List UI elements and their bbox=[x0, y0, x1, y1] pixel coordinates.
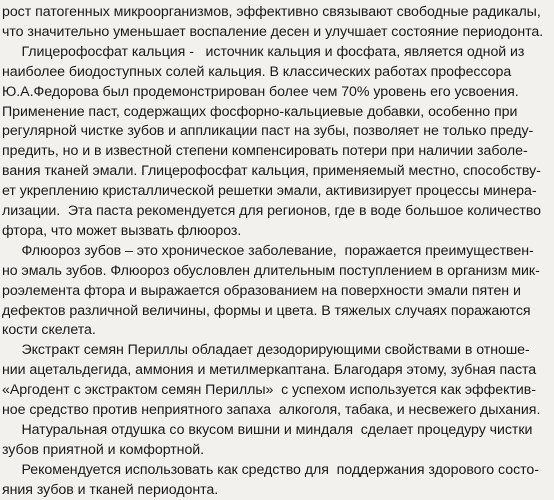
text-line: регулярной чистке зубов и аппликации паст на зубы, позволяет не только преду- bbox=[2, 123, 534, 140]
text-line: яния зубов и тканей периодонта. bbox=[2, 481, 219, 498]
text-line: Применение паст, содержащих фосфорно-кальциевые добавки, особенно при bbox=[2, 103, 518, 120]
text-line: Флюороз зубов – это хроническое заболевание, поражается преимуществен- bbox=[2, 242, 534, 259]
text-line: лизации. Эта паста рекомендуется для регионов, где в воде большое количество bbox=[2, 203, 542, 219]
text-line: Ю.А.Федорова был продемонстрирован более чем 70% уровень его усвоения. bbox=[2, 83, 519, 100]
text-line: рост патогенных микроорганизмов, эффективно связывают свободные радикалы, bbox=[2, 4, 541, 20]
text-line: зубов приятной и комфортной. bbox=[2, 441, 205, 458]
text-line: кости скелета. bbox=[2, 322, 96, 339]
text-line: что значительно уменьшает воспаление десен и улучшает состояние периодонта. bbox=[2, 23, 544, 40]
text-line: Глицерофосфат кальция - источник кальция и фосфата, является одной из bbox=[2, 43, 525, 60]
text-line: фтора, что может вызвать флюороз. bbox=[2, 222, 242, 239]
text-line: вания тканей эмали. Глицерофосфат кальция, применяемый местно, способству- bbox=[2, 163, 541, 180]
text-line: «Аргодент с экстрактом семян Периллы» с успехом используется как эффектив- bbox=[2, 382, 536, 399]
text-line: ное средство против неприятного запаха алкоголя, табака, и несвежего дыхания. bbox=[2, 402, 541, 418]
text-line: но эмаль зубов. Флюороз обусловлен длительным поступлением в организм мик- bbox=[2, 262, 540, 279]
text-line: Экстракт семян Периллы обладает дезодорирующими свойствами в отноше- bbox=[2, 342, 530, 359]
text-line: роэлемента фтора и выражается образованием на поверхности эмали пятен и bbox=[2, 282, 521, 299]
text-line: предить, но и в известной степени компенсировать потери при наличии заболе- bbox=[2, 143, 528, 160]
text-line: дефектов различной величины, формы и цвета. В тяжелых случаях поражаются bbox=[2, 302, 531, 319]
text-line: наиболее биодоступных солей кальция. В классических работах профессора bbox=[2, 63, 512, 80]
text-line: Рекомендуется использовать как средство для поддержания здорового состо- bbox=[2, 461, 539, 478]
text-line: Натуральная отдушка со вкусом вишни и миндаля сделает процедуру чистки bbox=[2, 421, 533, 438]
text-line: ет укреплению кристаллической решетки эмали, активизирует процессы минера- bbox=[2, 183, 537, 200]
text-line: нии ацетальдегида, аммония и метилмеркаптана. Благодаря этому, зубная паста bbox=[2, 362, 537, 379]
